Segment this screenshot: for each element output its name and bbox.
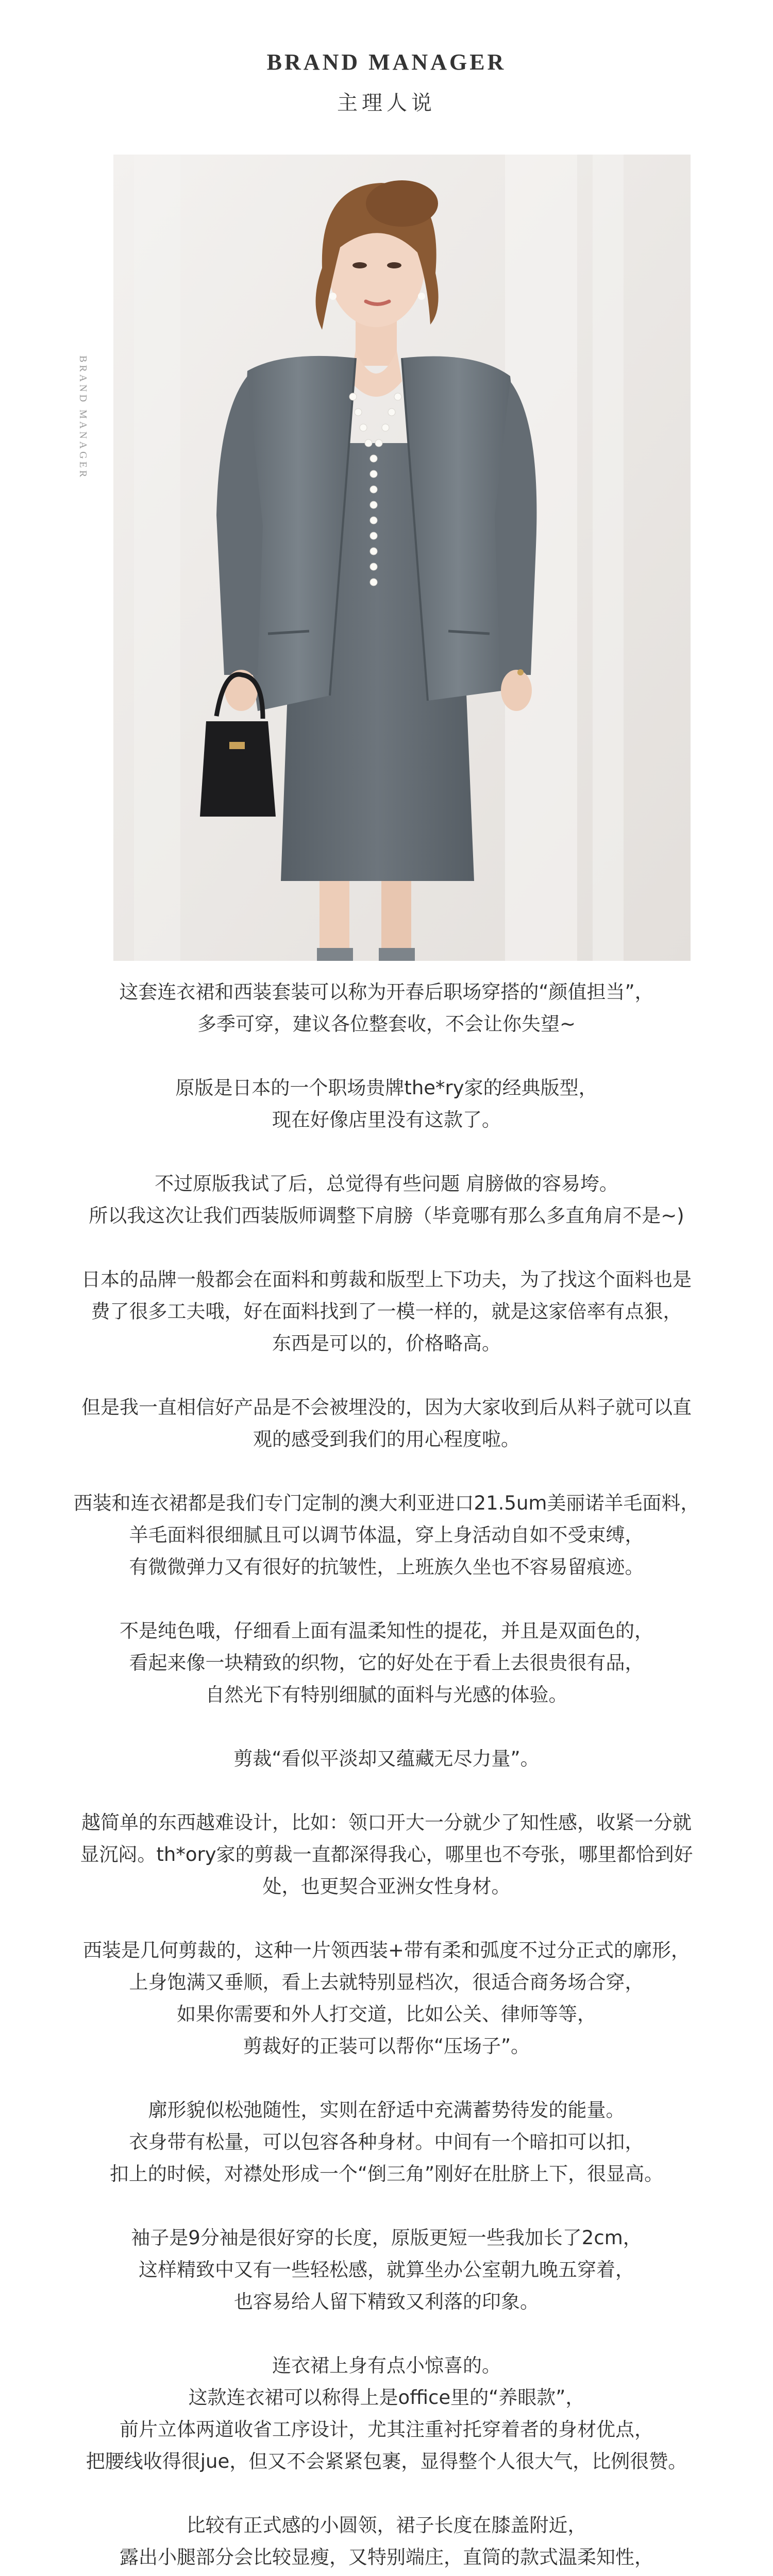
paragraph-line: 这款连衣裙可以称得上是office里的“养眼款”，	[188, 2386, 585, 2409]
paragraph-line: 露出小腿部分会比较显瘦，又特别端庄，直筒的款式温柔知性，	[120, 2546, 653, 2568]
model-photo	[113, 155, 691, 961]
paragraph-line: 袖子是9分袖是很好穿的长度，原版更短一些我加长了2cm，	[131, 2227, 642, 2249]
paragraph-line: 比较有正式感的小圆领，裙子长度在膝盖附近，	[186, 2514, 587, 2536]
description-paragraph	[31, 2350, 742, 2478]
description-paragraph	[31, 2094, 742, 2190]
paragraph-line: 东西是可以的，价格略高。	[272, 1332, 501, 1354]
paragraph-line: 衣身带有松量，可以包容各种身材。中间有一个暗扣可以扣，	[129, 2131, 644, 2153]
paragraph-line: 不是纯色哦，仔细看上面有温柔知性的提花，并且是双面色的，	[120, 1620, 653, 1642]
side-label: BRAND MANAGER	[77, 355, 89, 480]
header	[0, 0, 773, 115]
description-paragraph	[31, 1935, 742, 2062]
paragraph-line: 廓形貌似松弛随性，实则在舒适中充满蓄势待发的能量。	[148, 2099, 625, 2121]
paragraph-line: 剪裁好的正装可以帮你“压场子”。	[243, 2035, 530, 2057]
paragraph-line: 观的感受到我们的用心程度啦。	[253, 1428, 520, 1450]
paragraph-line: 所以我这次让我们西装版师调整下肩膀（毕竟哪有那么多直角肩不是~)	[89, 1205, 684, 1227]
paragraph-line	[31, 2573, 742, 2576]
description-paragraph	[31, 1615, 742, 1711]
description-paragraph	[31, 1807, 742, 1903]
paragraph-line: 显沉闷。th*ory家的剪裁一直都深得我心，哪里也不夸张，哪里都恰到好	[80, 1843, 693, 1866]
paragraph-line: 西装和连衣裙都是我们专门定制的澳大利亚进口21.5um美丽诺羊毛面料，	[73, 1492, 700, 1514]
paragraph-line: 前片立体两道收省工序设计，尤其注重衬托穿着者的身材优点，	[120, 2418, 653, 2441]
paragraph-line: 连衣裙上身有点小惊喜的。	[272, 2354, 501, 2377]
paragraph-line: 日本的品牌一般都会在面料和剪裁和版型上下功夫，为了找这个面料也是	[81, 1268, 692, 1291]
paragraph-line: 处，也更契合亚洲女性身材。	[262, 1875, 511, 1897]
description-paragraph	[31, 1264, 742, 1360]
description-paragraph	[31, 2222, 742, 2318]
brand-subtitle: 主理人说	[337, 91, 436, 115]
paragraph-line: 原版是日本的一个职场贵牌the*ry家的经典版型，	[175, 1077, 598, 1099]
description-paragraph	[31, 1743, 742, 1775]
paragraph-line: 剪裁“看似平淡却又蕴藏无尽力量”。	[233, 1748, 540, 1770]
paragraph-line: 看起来像一块精致的织物，它的好处在于看上去很贵很有品，	[129, 1652, 644, 1674]
description-paragraph	[31, 1487, 742, 1583]
paragraph-line: 这套连衣裙和西装套装可以称为开春后职场穿搭的“颜值担当”，	[119, 981, 654, 1003]
paragraph-line: 羊毛面料很细腻且可以调节体温，穿上身活动自如不受束缚，	[129, 1524, 644, 1546]
paragraph-line: 这样精致中又有一些轻松感，就算坐办公室朝九晚五穿着，	[139, 2259, 634, 2281]
paragraph-line: 西装是几何剪裁的，这种一片领西装+带有柔和弧度不过分正式的廓形，	[83, 1939, 690, 1961]
left-shoe	[317, 948, 353, 961]
paragraph-line: 有微微弹力又有很好的抗皱性，上班族久坐也不容易留痕迹。	[129, 1556, 644, 1578]
paragraph-line: 不过原版我试了后，总觉得有些问题 肩膀做的容易垮。	[155, 1173, 618, 1195]
description-paragraph	[31, 1392, 742, 1455]
description-paragraph	[31, 1072, 742, 1136]
description-paragraph	[31, 1168, 742, 1232]
paragraph-line: 扣上的时候，对襟处形成一个“倒三角”刚好在肚脐上下，很显高。	[109, 2163, 664, 2185]
paragraph-line: 如果你需要和外人打交道，比如公关、律师等等，	[177, 2003, 596, 2025]
paragraph-line: 但是我一直相信好产品是不会被埋没的，因为大家收到后从料子就可以直	[81, 1396, 692, 1418]
paragraph-line: 费了很多工夫哦，好在面料找到了一模一样的，就是这家倍率有点狠，	[91, 1300, 682, 1323]
description-paragraph	[31, 2510, 742, 2576]
paragraph-line: 上身饱满又垂顺，看上去就特别显档次，很适合商务场合穿，	[129, 1971, 644, 1993]
paragraph-line: 现在好像店里没有这款了。	[272, 1109, 501, 1131]
right-shoe	[379, 948, 415, 961]
brand-title: BRAND MANAGER	[266, 49, 507, 75]
model-illustration	[113, 155, 691, 961]
description-paragraph	[31, 976, 742, 1040]
description-text	[31, 976, 742, 2576]
paragraph-line: 多季可穿，建议各位整套收，不会让你失望~	[197, 1013, 576, 1035]
paragraph-line: 自然光下有特别细腻的面料与光感的体验。	[205, 1684, 568, 1706]
paragraph-line: 也容易给人留下精致又利落的印象。	[234, 2291, 539, 2313]
paragraph-line: 越简单的东西越难设计，比如：领口开大一分就少了知性感，收紧一分就	[81, 1811, 692, 1834]
right-hand	[501, 670, 532, 711]
paragraph-line: 把腰线收得很jue，但又不会紧紧包裹，显得整个人很大气，比例很赞。	[86, 2450, 687, 2472]
